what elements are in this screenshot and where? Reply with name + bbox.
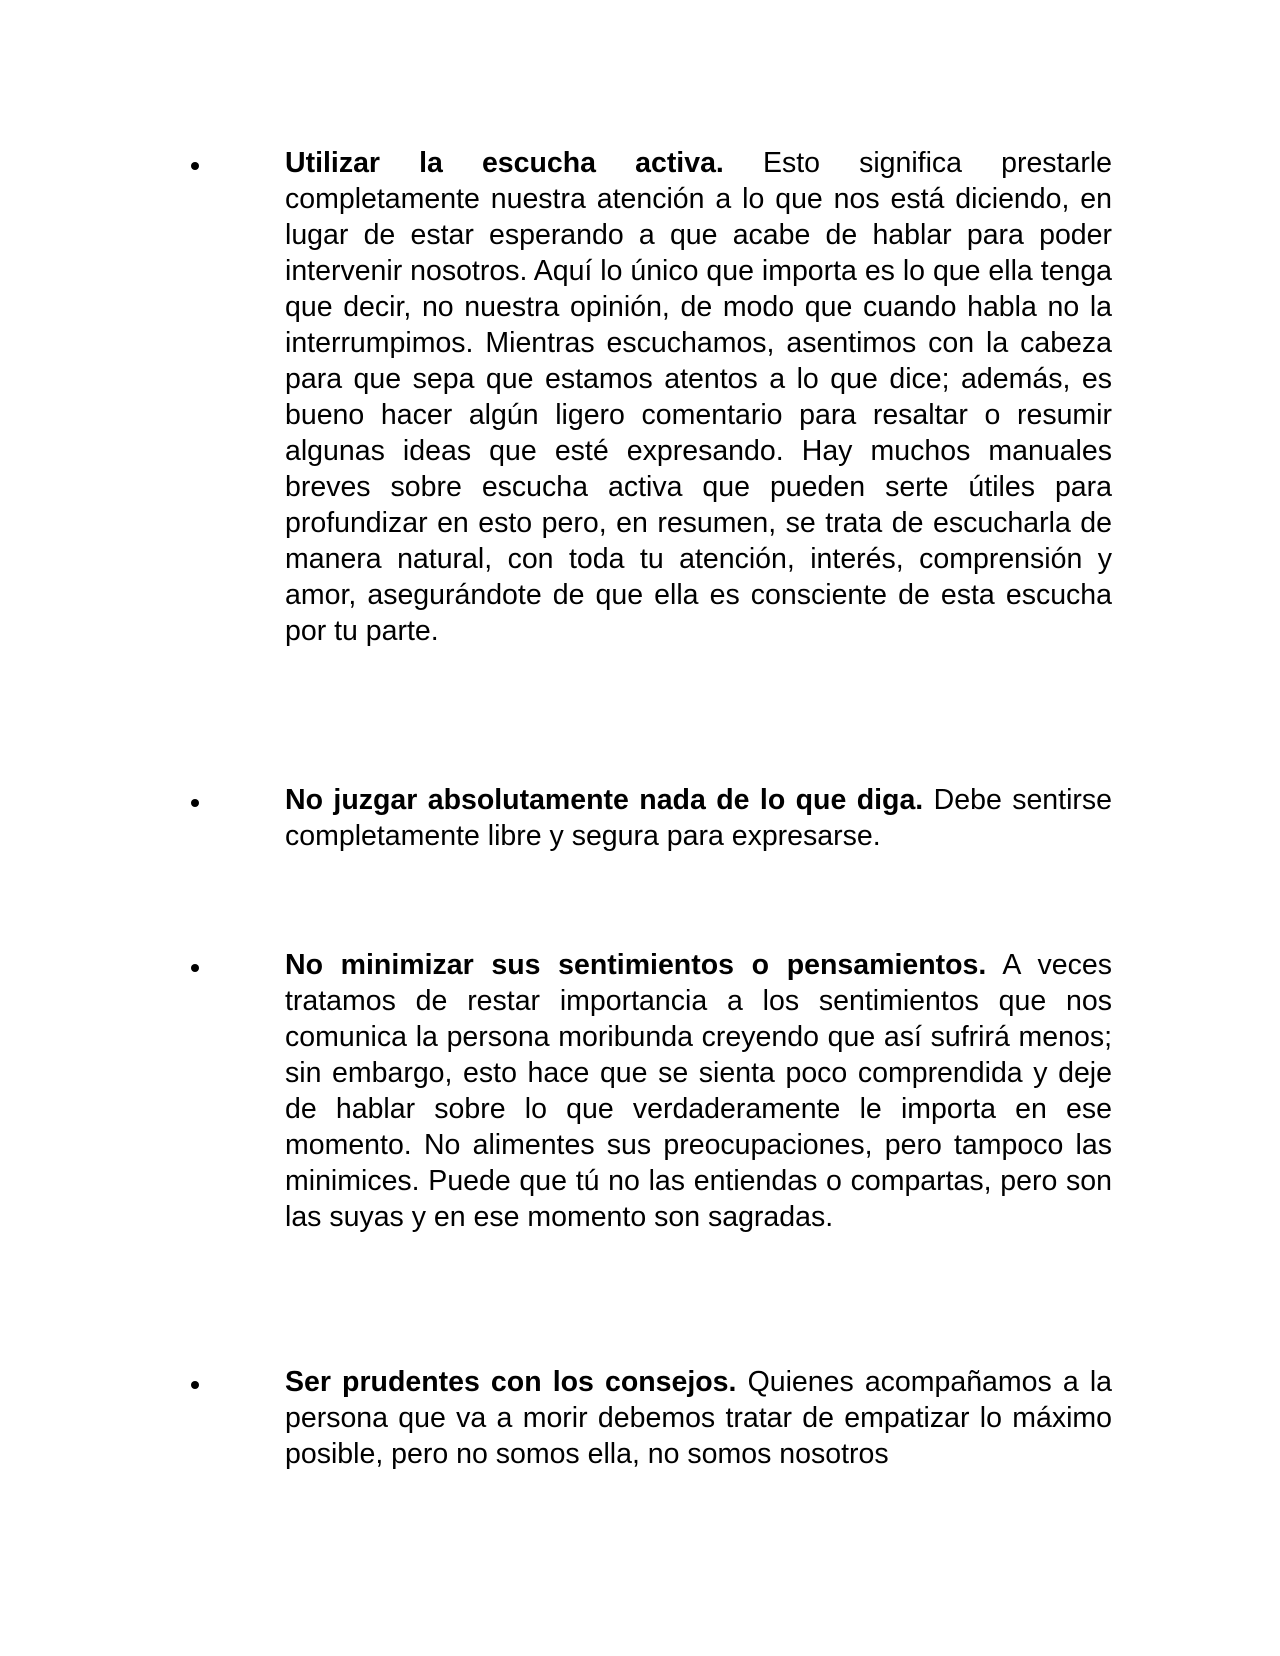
list-item-heading: Utilizar la escucha activa.	[285, 147, 724, 179]
list-item-paragraph	[285, 947, 1112, 1235]
bullet-icon	[191, 799, 199, 807]
list-item-paragraph	[285, 782, 1112, 854]
list-item-body: A veces tratamos de restar importancia a los sentimientos que nos comunica la persona moribunda creyendo que así sufrirá menos; sin embargo, esto hace que se sienta poco comprendida y deje de hablar sobre lo que verdaderamente le importa en ese momento. No alimentes sus preocupaciones, pero tampoco las minimices. Puede que tú no las entiendas o compartas, pero son las suyas y en ese momento son sagradas.	[285, 949, 1112, 1233]
list-item-paragraph	[285, 1364, 1112, 1472]
bullet-icon	[191, 1381, 199, 1389]
list-item-paragraph	[285, 145, 1112, 649]
list-item-body: Esto significa prestarle completamente nuestra atención a lo que nos está diciendo, en lugar de estar esperando a que acabe de hablar para poder intervenir nosotros. Aquí lo único que importa es lo que ella tenga que decir, no nuestra opinión, de modo que cuando habla no la interrumpimos. Mientras escuchamos, asentimos con la cabeza para que sepa que estamos atentos a lo que dice; además, es bueno hacer algún ligero comentario para resaltar o resumir algunas ideas que esté expresando. Hay muchos manuales breves sobre escucha activa que pueden serte útiles para profundizar en esto pero, en resumen, se trata de escucharla de manera natural, con toda tu atención, interés, comprensión y amor, asegurándote de que ella es consciente de esta escucha por tu parte.	[285, 147, 1113, 647]
list-item-body: Debe sentirse completamente libre y segura para expresarse.	[285, 784, 1112, 852]
list-item-heading: No juzgar absolutamente nada de lo que diga.	[285, 784, 924, 816]
bullet-icon	[191, 964, 199, 972]
list-item-body: Quienes acompañamos a la persona que va a morir debemos tratar de empatizar lo máximo posible, pero no somos ella, no somos nosotros	[285, 1366, 1112, 1470]
list-item-heading: No minimizar sus sentimientos o pensamientos.	[285, 949, 987, 981]
list-item-heading: Ser prudentes con los consejos.	[285, 1366, 737, 1398]
bullet-icon	[191, 162, 199, 170]
